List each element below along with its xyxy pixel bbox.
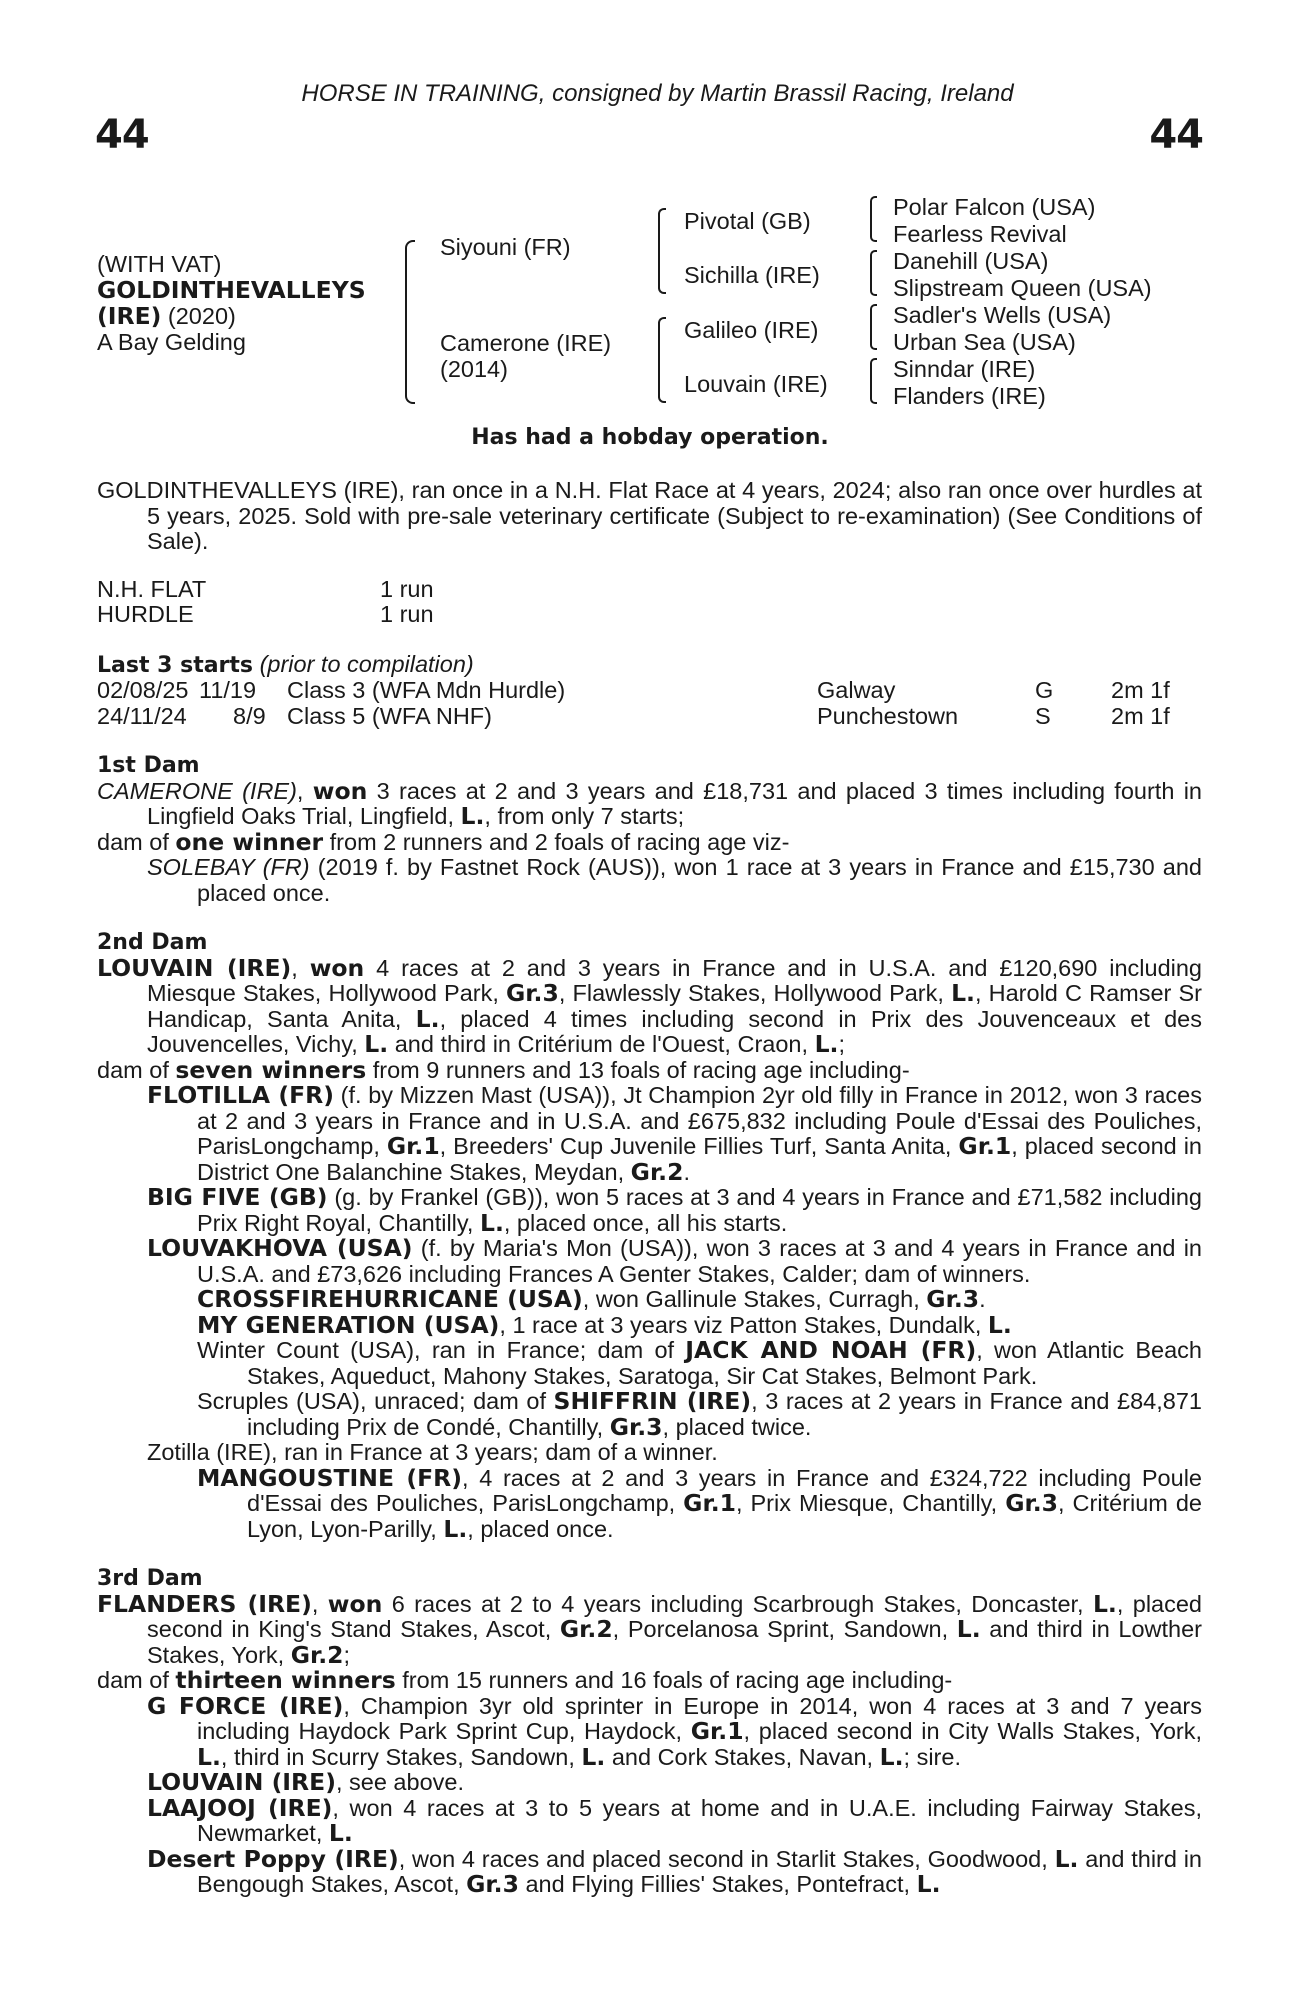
gen3-7: Sinndar (IRE) <box>893 356 1036 382</box>
dam1-produce: dam of one winner from 2 runners and 2 foals of racing age viz- <box>97 827 790 856</box>
grandfoal-crossfirehurricane: CROSSFIREHURRICANE (USA), won Gallinule Stakes, Curragh, Gr.3. <box>197 1285 986 1313</box>
pedigree-brace-g3-1 <box>870 196 877 242</box>
foal-big-five: BIG FIVE (GB) (g. by Frankel (GB)), won 5 races at 3 and 4 years in France and £71,582 including Prix Right Royal, Chantilly, L., placed once, all his starts. <box>147 1183 1202 1237</box>
foal-louvain: LOUVAIN (IRE), see above. <box>147 1768 464 1796</box>
start-row: 24/11/24 8/9 Class 5 (WFA NHF) Punchestown S 2m 1f <box>97 702 1170 729</box>
pedigree-brace-g3-2 <box>870 250 877 296</box>
gen2-3: Galileo (IRE) <box>684 317 819 343</box>
horse-description: A Bay Gelding <box>97 329 246 355</box>
dam1-foal: SOLEBAY (FR) (2019 f. by Fastnet Rock (AUS)), won 1 race at 3 years in France and £15,730 and placed once. <box>147 854 1202 906</box>
grandfoal-scruples: Scruples (USA), unraced; dam of SHIFFRIN (IRE), 3 races at 2 years in France and £84,871 including Prix de Condé, Chantilly, Gr.3, placed twice. <box>197 1387 1202 1441</box>
dam2-produce: dam of seven winners from 9 runners and 13 foals of racing age including- <box>97 1055 910 1084</box>
foal-flotilla: FLOTILLA (FR) (f. by Mizzen Mast (USA)), Jt Champion 2yr old filly in France in 2012, won 3 races at 2 and 3 years in France and in U.S.A. and £675,832 including Poule d'Essai des Pouliches, ParisLongchamp, Gr.1, Breeders' Cup Juvenile Fillies Turf, Santa Anita, Gr.1, placed second in District One Balanchine Stakes, Meydan, Gr.2. <box>147 1081 1202 1186</box>
start-row: 02/08/25 11/19 Class 3 (WFA Mdn Hurdle) Galway G 2m 1f <box>97 677 1170 703</box>
dam1-heading: 1st Dam <box>97 753 200 778</box>
page-header: HORSE IN TRAINING, consigned by Martin Brassil Racing, Ireland <box>301 80 1014 107</box>
runs-row: N.H. FLAT 1 run <box>97 575 434 602</box>
gen3-6: Urban Sea (USA) <box>893 329 1076 355</box>
gen3-8: Flanders (IRE) <box>893 383 1046 409</box>
sire: Siyouni (FR) <box>440 234 571 260</box>
gen2-4: Louvain (IRE) <box>684 371 828 397</box>
dam: Camerone (IRE) <box>440 330 612 356</box>
pedigree-brace-g3-3 <box>870 304 877 350</box>
foal-louvakhova: LOUVAKHOVA (USA) (f. by Maria's Mon (USA)), won 3 races at 3 and 4 years in France and in U.S.A. and £73,626 including Frances A Genter Stakes, Calder; dam of winners. <box>147 1234 1202 1287</box>
horse-year: (2020) <box>167 303 236 329</box>
grandfoal-winter-count: Winter Count (USA), ran in France; dam of JACK AND NOAH (FR), won Atlantic Beach Stakes, Aqueduct, Mahony Stakes, Saratoga, Sir Cat Stakes, Belmont Park. <box>197 1336 1202 1389</box>
horse-info <box>97 251 366 355</box>
gen3-4: Slipstream Queen (USA) <box>893 275 1152 301</box>
horse-suffix: (IRE) <box>97 302 162 330</box>
grandfoal-my-generation: MY GENERATION (USA), 1 race at 3 years viz Patton Stakes, Dundalk, L. <box>197 1310 1012 1339</box>
gen2-2: Sichilla (IRE) <box>684 262 820 288</box>
runs-table <box>97 577 1202 628</box>
pedigree-brace-main <box>405 240 415 404</box>
last3-title: Last 3 starts <box>97 652 254 678</box>
gen2-1: Pivotal (GB) <box>684 208 811 234</box>
lot-number-right: 44 <box>1149 112 1203 158</box>
foal-laajooj: LAAJOOJ (IRE), won 4 races at 3 to 5 years at home and in U.A.E. including Fairway Stakes, Newmarket, L. <box>147 1793 1202 1847</box>
dam2-heading: 2nd Dam <box>97 930 208 955</box>
horse-name: GOLDINTHEVALLEYS <box>97 276 366 304</box>
dam3-record: FLANDERS (IRE), won 6 races at 2 to 4 years including Scarbrough Stakes, Doncaster, L., placed second in King's Stand Stakes, Ascot, Gr.2, Porcelanosa Sprint, Sandown, L. and third in Lowther Stakes, York, Gr.2; <box>97 1589 1202 1669</box>
pedigree-brace-sire <box>658 208 666 294</box>
foal-desert-poppy: Desert Poppy (IRE), won 4 races and placed second in Starlit Stakes, Goodwood, L. and third in Bengough Stakes, Ascot, Gr.3 and Flying Fillies' Stakes, Pontefract, L. <box>147 1844 1202 1898</box>
gen3-5: Sadler's Wells (USA) <box>893 302 1112 328</box>
dam3-produce: dam of thirteen winners from 15 runners and 16 foals of racing age including- <box>97 1666 953 1694</box>
pedigree-brace-dam <box>658 317 666 403</box>
dam-year: (2014) <box>440 356 508 382</box>
runs-row: HURDLE 1 run <box>97 601 434 627</box>
intro-paragraph: GOLDINTHEVALLEYS (IRE), ran once in a N.H. Flat Race at 4 years, 2024; also ran once over hurdles at 5 years, 2025. Sold with pre-sale veterinary certificate (Subject to re-examination) (See Conditions of Sale). <box>97 477 1202 554</box>
grandfoal-mangoustine: MANGOUSTINE (FR), 4 races at 2 and 3 years in France and £324,722 including Poule d'Essai des Pouliches, ParisLongchamp, Gr.1, Prix Miesque, Chantilly, Gr.3, Critérium de Lyon, Lyon-Parilly, L., placed once. <box>197 1463 1202 1543</box>
dam1-record: CAMERONE (IRE), won 3 races at 2 and 3 years and £18,731 and placed 3 times including fourth in Lingfield Oaks Trial, Lingfield, L., from only 7 starts; <box>97 776 1202 830</box>
foal-g-force: G FORCE (IRE), Champion 3yr old sprinter in Europe in 2014, won 4 races at 3 and 7 years including Haydock Park Sprint Cup, Haydock, Gr.1, placed second in City Walls Stakes, York, L., third in Scurry Stakes, Sandown, L. and Cork Stakes, Navan, L.; sire. <box>147 1691 1203 1771</box>
dam2-record: LOUVAIN (IRE), won 4 races at 2 and 3 years in France and in U.S.A. and £120,690 including Miesque Stakes, Hollywood Park, Gr.3, Flawlessly Stakes, Hollywood Park, L., Harold C Ramser Sr Handicap, Santa Anita, L., placed 4 times including second in Prix des Jouvenceaux et des Jouvencelles, Vichy, L. and third in Critérium de l'Ouest, Craon, L.; <box>97 953 1203 1058</box>
gen3-2: Fearless Revival <box>893 221 1067 247</box>
pedigree-brace-g3-4 <box>870 358 877 404</box>
last3-subtitle: (prior to compilation) <box>259 650 474 677</box>
foal-zotilla: Zotilla (IRE), ran in France at 3 years; dam of a winner. <box>147 1439 718 1465</box>
vat-note: (WITH VAT) <box>97 251 222 277</box>
hobday-note: Has had a hobday operation. <box>471 425 829 450</box>
dam3-heading: 3rd Dam <box>97 1566 203 1591</box>
gen3-1: Polar Falcon (USA) <box>893 194 1096 220</box>
catalogue-body <box>97 478 1202 1898</box>
gen3-3: Danehill (USA) <box>893 248 1049 274</box>
lot-number-left: 44 <box>95 112 149 158</box>
last-3-starts <box>97 652 1202 730</box>
